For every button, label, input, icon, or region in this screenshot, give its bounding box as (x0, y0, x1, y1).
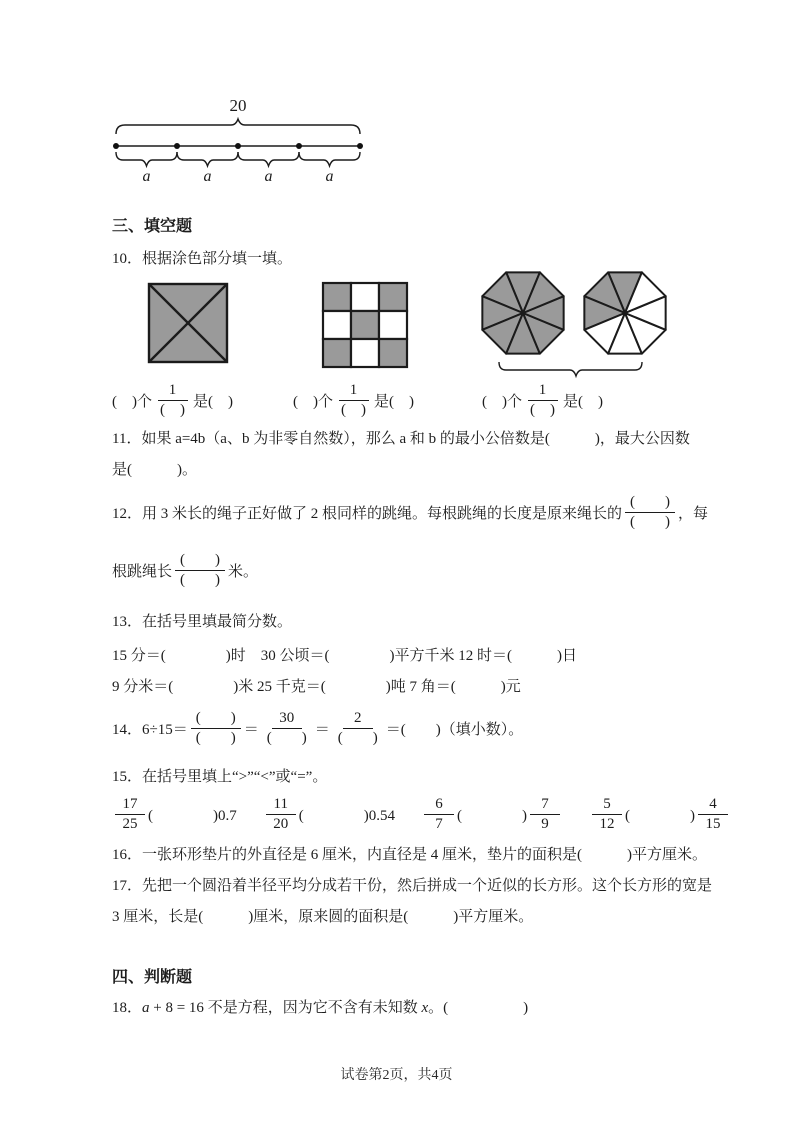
q13-stem: 13．在括号里填最简分数。 (112, 614, 293, 630)
q18-stem: 18．a + 8 = 16 不是方程，因为它不含有未知数 x。( ) (112, 1000, 529, 1016)
octagon-1 (482, 272, 563, 353)
fraction-11-20: $\frac{11}{20}$ (266, 795, 296, 834)
q15-compare-3: $\frac{6}{7}$ ( ) $\frac{7}{9}$ (421, 795, 563, 834)
fraction-5-12: $\frac{5}{12}$ (592, 795, 622, 834)
q15-compare-4: $\frac{5}{12}$ ( ) $\frac{4}{15}$ (589, 795, 731, 834)
page-footer: 试卷第2页，共4页 (340, 1068, 453, 1083)
blank-fraction: $\frac{( )}{( )}$ (175, 551, 225, 590)
svg-text:a: a (264, 168, 273, 184)
total-length-label: 20 (229, 96, 247, 115)
q15-stem: 15．在括号里填上“>”“<”或“=”。 (112, 769, 328, 785)
blank-fraction: $\frac{1}{( )}$ (525, 381, 560, 420)
blank-fraction: $\frac{( )}{( )}$ (191, 709, 241, 748)
q12-line2: 根跳绳长 $\frac{( )}{( )}$ 米。 (112, 551, 259, 588)
fraction-6-7: $\frac{6}{7}$ (424, 795, 454, 834)
grid-figure (321, 281, 409, 369)
q17-line1: 17．先把一个圆沿着半径平均分成若干份，然后拼成一个近似的长方形。这个长方形的宽是 (112, 878, 713, 894)
overbrace (116, 119, 360, 134)
q10-blank-3: ( )个 $\frac{1}{( )}$ 是( ) (482, 381, 603, 418)
var-x: x (421, 1000, 429, 1016)
fraction-4-15: $\frac{4}{15}$ (698, 795, 728, 834)
octagons-figure (477, 266, 672, 380)
q15-compare-2: $\frac{11}{20}$ ( )0.54 (263, 795, 395, 834)
segment-diagram (98, 92, 383, 184)
blank-fraction: $\frac{1}{( )}$ (155, 381, 190, 420)
q14-line: 14．6÷15＝ $\frac{( )}{( )}$ ＝ $\frac{30}{( )}$ ＝ $\frac{2}{( )}$ ＝( )（填小数）。 (112, 709, 524, 746)
fraction-7-9: $\frac{7}{9}$ (530, 795, 560, 834)
shaded-square-figure (147, 282, 229, 364)
q10-blank-2: ( )个 $\frac{1}{( )}$ 是( ) (293, 381, 414, 418)
q16-stem: 16．一张环形垫片的外直径是 6 厘米，内直径是 4 厘米，垫片的面积是( )平方厘米。 (112, 847, 707, 863)
section-4-title: 四、判断题 (112, 969, 193, 986)
q11-line2: 是( )。 (112, 462, 197, 478)
underbraces (116, 152, 360, 166)
q17-line2: 3 厘米，长是( )厘米，原来圆的面积是( )平方厘米。 (112, 909, 534, 925)
fraction-17-25: $\frac{17}{25}$ (115, 795, 145, 834)
fraction-30: $\frac{30}{( )}$ (266, 709, 307, 746)
octagons-underbrace (499, 362, 642, 376)
q10-stem: 10．根据涂色部分填一填。 (112, 251, 293, 267)
svg-text:a: a (203, 168, 212, 184)
blank-fraction: $\frac{( )}{( )}$ (625, 493, 675, 532)
part-labels (143, 168, 334, 184)
q10-blank-1: ( )个 $\frac{1}{( )}$ 是( ) (112, 381, 233, 418)
q11-line1: 11．如果 a=4b（a、b 为非零自然数），那么 a 和 b 的最小公倍数是( )，最大公因数 (112, 431, 690, 447)
q12-line1: 12．用 3 米长的绳子正好做了 2 根同样的跳绳。每根跳绳的长度是原来绳长的 $\frac{( )}{( )}$ ，每 (112, 493, 709, 530)
q15-compare-1: $\frac{17}{25}$ ( )0.7 (112, 795, 237, 834)
q13-line2: 15 分＝( )时 30 公顷＝( )平方千米 12 时＝( )日 (112, 648, 577, 664)
blank-fraction: $\frac{1}{( )}$ (336, 381, 371, 420)
q13-line3: 9 分米＝( )米 25 千克＝( )吨 7 角＝( )元 (112, 679, 521, 695)
q15-row (112, 791, 757, 837)
svg-text:a: a (325, 168, 334, 184)
octagon-2 (584, 272, 665, 353)
var-a: a (142, 1000, 150, 1016)
svg-text:a: a (142, 168, 151, 184)
fraction-2: $\frac{2}{( )}$ (337, 709, 378, 746)
section-3-title: 三、填空题 (112, 218, 193, 235)
